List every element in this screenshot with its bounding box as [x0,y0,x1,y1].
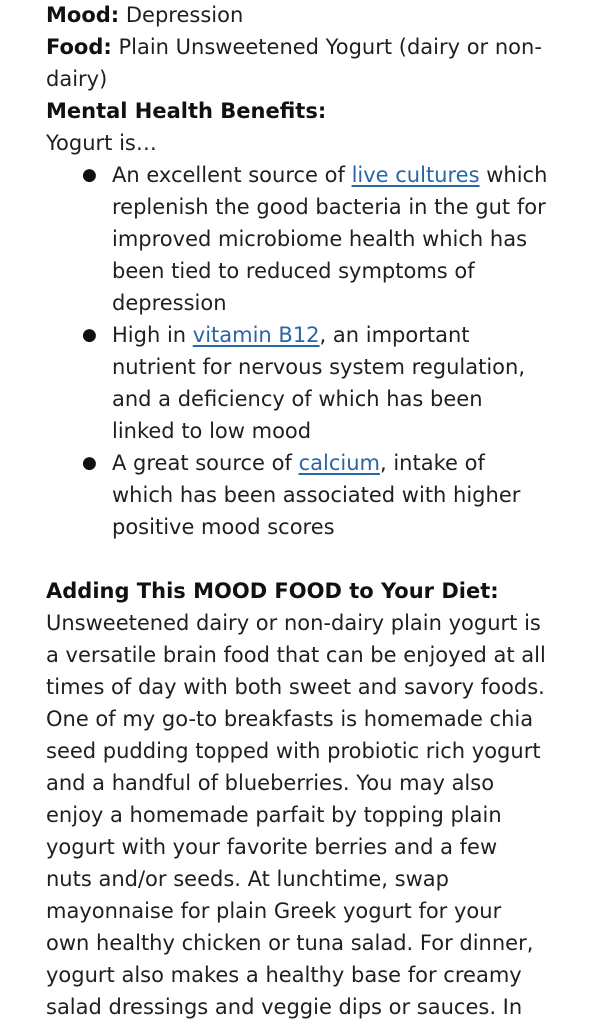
live-cultures-link[interactable]: live cultures [351,163,480,187]
benefit-line: linked to low mood [112,419,312,443]
benefit-first-line [112,319,566,351]
benefit-line: depression [112,291,227,315]
benefits-list [46,159,566,543]
mood-value: Depression [125,3,244,27]
diet-line: mayonnaise for plain Greek yogurt for your [46,899,502,923]
food-line [46,31,566,63]
diet-line: nuts and/or seeds. At lunchtime, swap [46,867,449,891]
mood-line [46,0,566,31]
benefit-first-line [112,447,566,479]
benefit-text: , intake of [379,451,485,475]
diet-line: yogurt with your favorite berries and a few [46,835,498,859]
diet-paragraph [46,607,566,1023]
diet-line: own healthy chicken or tuna salad. For dinner, [46,931,534,955]
calcium-link[interactable]: calcium [298,451,380,475]
benefit-item-live-cultures [46,159,566,319]
benefit-text: which [479,163,548,187]
bullet-icon: ● [82,165,97,185]
bullet-icon: ● [82,453,97,473]
benefit-line: improved microbiome health which has [112,227,528,251]
benefit-line: and a deficiency of which has been [112,387,483,411]
benefit-line: nutrient for nervous system regulation, [112,355,526,379]
benefits-heading: Mental Health Benefits: [46,99,327,123]
bullet-icon: ● [82,325,97,345]
diet-line: yogurt also makes a healthy base for creamy [46,963,522,987]
diet-line: seed pudding topped with probiotic rich yogurt [46,739,541,763]
benefit-line: which has been associated with higher [112,483,521,507]
benefit-line: positive mood scores [112,515,335,539]
benefit-text: A great source of [112,451,299,475]
diet-line: and a handful of blueberries. You may also [46,771,495,795]
article-body [46,0,566,1023]
benefit-first-line [112,159,566,191]
benefits-intro: Yogurt is… [46,131,157,155]
diet-heading: Adding This MOOD FOOD to Your Diet: [46,579,499,603]
food-label: Food: [46,35,112,59]
benefit-line: been tied to reduced symptoms of [112,259,475,283]
diet-line: salad dressings and veggie dips or sauces. In [46,995,523,1019]
mood-label: Mood: [46,3,120,27]
benefit-item-vitamin-b12 [46,319,566,447]
benefit-item-calcium [46,447,566,543]
vitamin-b12-link[interactable]: vitamin B12 [192,323,320,347]
diet-line: times of day with both sweet and savory foods. [46,675,545,699]
food-value-continued: dairy) [46,67,108,91]
benefit-text: An excellent source of [112,163,352,187]
benefit-text: High in [112,323,193,347]
benefit-text: , an important [319,323,470,347]
diet-line: enjoy a homemade parfait by topping plain [46,803,502,827]
section-spacer [46,543,566,575]
diet-line: Unsweetened dairy or non-dairy plain yogurt is [46,611,541,635]
diet-line: a versatile brain food that can be enjoyed at all [46,643,546,667]
benefit-line: replenish the good bacteria in the gut for [112,195,546,219]
diet-line: One of my go-to breakfasts is homemade chia [46,707,534,731]
food-value: Plain Unsweetened Yogurt (dairy or non- [118,35,542,59]
